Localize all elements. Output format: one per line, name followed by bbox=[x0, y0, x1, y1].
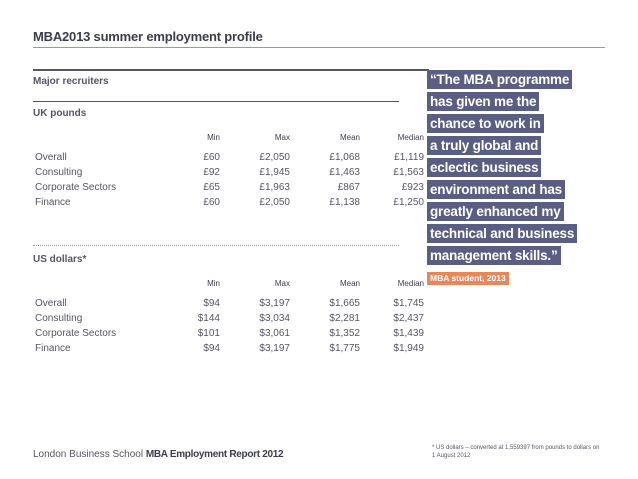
cell-value: $3,061 bbox=[259, 328, 290, 339]
quote-line: eclectic business bbox=[427, 158, 541, 177]
section-divider bbox=[33, 69, 429, 71]
column-header: Median bbox=[397, 133, 424, 142]
table-row bbox=[35, 311, 424, 326]
table-row bbox=[35, 341, 424, 356]
cell-value: £923 bbox=[401, 182, 424, 193]
column-header: Mean bbox=[339, 279, 360, 288]
table-row bbox=[35, 326, 424, 341]
pull-quote bbox=[427, 70, 627, 286]
title-divider bbox=[33, 47, 605, 48]
table-row bbox=[35, 296, 424, 311]
row-label: Overall bbox=[35, 152, 67, 163]
column-header: Max bbox=[274, 133, 290, 142]
cell-value: £1,963 bbox=[259, 182, 290, 193]
quote-line: has given me the bbox=[427, 92, 539, 111]
cell-value: $1,775 bbox=[329, 343, 360, 354]
cell-value: £1,463 bbox=[329, 167, 360, 178]
quote-line: greatly enhanced my bbox=[427, 202, 564, 221]
footer-credit bbox=[33, 449, 283, 460]
row-label: Corporate Sectors bbox=[35, 328, 117, 339]
row-label: Finance bbox=[35, 343, 71, 354]
cell-value: $1,745 bbox=[393, 298, 424, 309]
us-divider bbox=[33, 245, 399, 246]
footer-org: London Business School bbox=[33, 449, 144, 460]
page-title: MBA2013 summer employment profile bbox=[33, 29, 263, 44]
table-row bbox=[35, 195, 424, 210]
cell-value: $1,949 bbox=[393, 343, 424, 354]
table-row bbox=[35, 165, 424, 180]
cell-value: £1,138 bbox=[329, 197, 360, 208]
table-header-row bbox=[35, 278, 424, 296]
cell-value: £60 bbox=[203, 197, 220, 208]
us-heading: US dollars* bbox=[33, 254, 87, 265]
cell-value: $1,352 bbox=[329, 328, 360, 339]
cell-value: $1,439 bbox=[393, 328, 424, 339]
cell-value: $101 bbox=[197, 328, 220, 339]
cell-value: £867 bbox=[337, 182, 360, 193]
cell-value: $3,197 bbox=[259, 343, 290, 354]
cell-value: £65 bbox=[203, 182, 220, 193]
cell-value: $2,281 bbox=[329, 313, 360, 324]
table-row bbox=[35, 150, 424, 165]
cell-value: $1,665 bbox=[329, 298, 360, 309]
cell-value: $2,437 bbox=[393, 313, 424, 324]
uk-heading: UK pounds bbox=[33, 108, 87, 119]
cell-value: £92 bbox=[203, 167, 220, 178]
cell-value: £2,050 bbox=[259, 152, 290, 163]
row-label: Corporate Sectors bbox=[35, 182, 117, 193]
us-table bbox=[35, 278, 424, 356]
uk-divider bbox=[33, 101, 399, 102]
column-header: Min bbox=[207, 279, 220, 288]
cell-value: $3,197 bbox=[259, 298, 290, 309]
cell-value: $94 bbox=[203, 343, 220, 354]
cell-value: £1,068 bbox=[329, 152, 360, 163]
row-label: Overall bbox=[35, 298, 67, 309]
cell-value: £1,945 bbox=[259, 167, 290, 178]
row-label: Finance bbox=[35, 197, 71, 208]
table-row bbox=[35, 180, 424, 195]
quote-line: environment and has bbox=[427, 180, 565, 199]
column-header: Mean bbox=[339, 133, 360, 142]
quote-line: a truly global and bbox=[427, 136, 541, 155]
quote-attribution: MBA student, 2013 bbox=[427, 272, 509, 285]
cell-value: £1,250 bbox=[393, 197, 424, 208]
column-header: Max bbox=[274, 279, 290, 288]
footer-report-title: MBA Employment Report 2012 bbox=[145, 449, 284, 460]
quote-line: technical and business bbox=[427, 224, 577, 243]
cell-value: $3,034 bbox=[259, 313, 290, 324]
row-label: Consulting bbox=[35, 167, 83, 178]
cell-value: £1,563 bbox=[393, 167, 424, 178]
cell-value: £1,119 bbox=[394, 152, 424, 163]
column-header: Min bbox=[207, 133, 220, 142]
quote-line: “The MBA programme bbox=[427, 70, 572, 89]
row-label: Consulting bbox=[35, 313, 83, 324]
cell-value: £60 bbox=[203, 152, 220, 163]
section-label: Major recruiters bbox=[33, 76, 109, 87]
footnote: * US dollars – converted at 1.559397 from pounds to dollars on 1 August 2012 bbox=[432, 445, 600, 459]
uk-table bbox=[35, 132, 424, 210]
cell-value: £2,050 bbox=[259, 197, 290, 208]
table-header-row bbox=[35, 132, 424, 150]
quote-line: chance to work in bbox=[427, 114, 544, 133]
quote-line: management skills.” bbox=[427, 246, 561, 265]
cell-value: $94 bbox=[203, 298, 220, 309]
cell-value: $144 bbox=[197, 313, 220, 324]
column-header: Median bbox=[397, 279, 424, 288]
